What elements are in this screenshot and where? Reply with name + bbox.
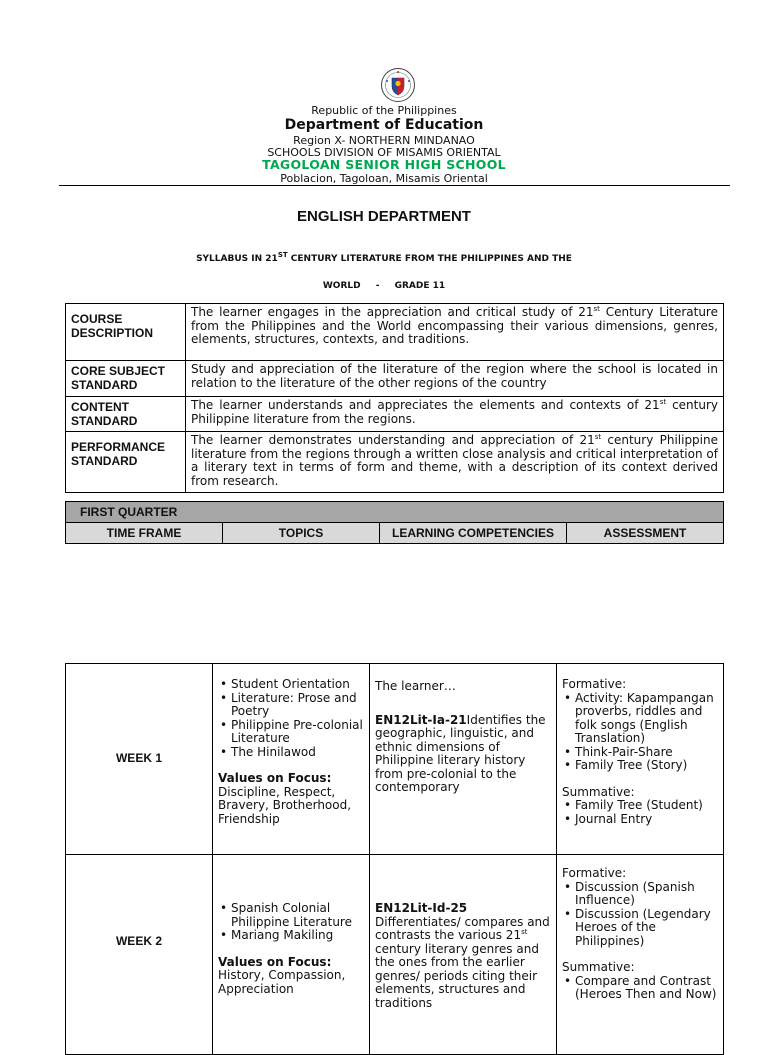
school-name: TAGOLOAN SENIOR HIGH SCHOOL xyxy=(262,157,506,172)
assessment-cell xyxy=(557,664,724,855)
content-standard-label: CONTENT STANDARD xyxy=(66,397,186,432)
summative-label: Summative: xyxy=(562,784,635,799)
list-item: • Think-Pair-Share xyxy=(575,746,718,760)
summative-list xyxy=(562,975,718,1002)
competency-intro: The learner… xyxy=(375,679,456,693)
list-item: • Compare and Contrast (Heroes Then and Now) xyxy=(575,975,718,1002)
course-description-label: COURSE DESCRIPTION xyxy=(66,304,186,361)
competency-text: EN12Lit-Id-25 Differentiates/ compares and contrasts the various 21st century literary genres and the ones from the earlier genres/ periods citing their elements, structures and traditions xyxy=(375,901,550,1010)
table-row xyxy=(66,432,724,493)
quarter-label: FIRST QUARTER xyxy=(66,502,724,523)
list-item: • Literature: Prose and Poetry xyxy=(231,692,364,719)
competency-code: EN12Lit-Id-25 xyxy=(375,901,468,915)
core-subject-standard-text: Study and appreciation of the literature of the region where the school is located in relation to the literature of the other regions of the country xyxy=(186,361,724,397)
content-standard-text: The learner understands and appreciates the elements and contexts of 21st century Philippine literature from the regions. xyxy=(186,397,724,432)
deped-seal-logo xyxy=(381,68,415,102)
first-quarter-header xyxy=(65,501,724,544)
column-header-learning-competencies: LEARNING COMPETENCIES xyxy=(380,523,567,544)
values-text: Discipline, Respect, Bravery, Brotherhood, Friendship xyxy=(218,784,352,826)
summative-list xyxy=(562,799,718,826)
performance-standard-label: PERFORMANCE STANDARD xyxy=(66,432,186,493)
formative-list xyxy=(562,692,718,773)
topics-cell xyxy=(213,855,370,1055)
republic-line: Republic of the Philippines xyxy=(311,104,457,117)
list-item: • The Hinilawod xyxy=(231,746,364,760)
week-label: WEEK 1 xyxy=(66,664,213,855)
table-row xyxy=(66,502,724,523)
competencies-cell xyxy=(370,855,557,1055)
column-header-assessment: ASSESSMENT xyxy=(567,523,724,544)
week-label: WEEK 2 xyxy=(66,855,213,1055)
performance-standard-text: The learner demonstrates understanding and appreciation of 21st century Philippine literature from the regions through a written close analysis and critical interpretation of a literary text in terms of form and theme, with a description of its context derived from research. xyxy=(186,432,724,493)
list-item: • Spanish Colonial Philippine Literature xyxy=(231,902,364,929)
topics-cell xyxy=(213,664,370,855)
table-row xyxy=(66,361,724,397)
table-row xyxy=(66,664,724,855)
assessment-cell xyxy=(557,855,724,1055)
weekly-plan-table xyxy=(65,663,724,1055)
summative-label: Summative: xyxy=(562,960,635,974)
topics-list xyxy=(218,902,364,943)
table-row xyxy=(66,304,724,361)
syllabus-title: SYLLABUS IN 21ST CENTURY LITERATURE FROM THE PHILIPPINES AND THE xyxy=(196,251,572,264)
values-label: Values on Focus: xyxy=(218,954,332,969)
course-description-text: The learner engages in the appreciation and critical study of 21st Century Literature from the Philippines and the World encompassing their various dimensions, genres, elements, structures, contexts, and traditions. xyxy=(186,304,724,361)
list-item: • Discussion (Legendary Heroes of the Philippines) xyxy=(575,908,718,949)
formative-label: Formative: xyxy=(562,866,627,880)
list-item: • Philippine Pre-colonial Literature xyxy=(231,719,364,746)
competency-text: EN12Lit-Ia-21Identifies the geographic, linguistic, and ethnic dimensions of Philippine literary history from pre-colonial to the contemporary xyxy=(375,712,546,794)
core-subject-standard-label: CORE SUBJECT STANDARD xyxy=(66,361,186,397)
list-item: • Activity: Kapampangan proverbs, riddles and folk songs (English Translation) xyxy=(575,692,718,746)
division-line: SCHOOLS DIVISION OF MISAMIS ORIENTAL xyxy=(267,146,501,159)
department-name: Department of Education xyxy=(284,117,484,133)
values-text: History, Compassion, Appreciation xyxy=(218,968,346,996)
list-item: • Family Tree (Story) xyxy=(575,759,718,773)
column-header-topics: TOPICS xyxy=(223,523,380,544)
page-title: ENGLISH DEPARTMENT xyxy=(297,208,471,225)
syllabus-subtitle: WORLD - GRADE 11 xyxy=(322,281,446,291)
list-item: • Journal Entry xyxy=(575,813,718,827)
list-item: • Mariang Makiling xyxy=(231,929,364,943)
values-label: Values on Focus: xyxy=(218,771,332,785)
list-item: • Discussion (Spanish Influence) xyxy=(575,881,718,908)
competencies-cell xyxy=(370,664,557,855)
list-item: • Student Orientation xyxy=(231,678,364,692)
header-divider xyxy=(59,185,730,186)
region-line: Region X- NORTHERN MINDANAO xyxy=(293,134,475,147)
formative-list xyxy=(562,881,718,949)
competency-code: EN12Lit-Ia-21 xyxy=(375,712,467,727)
standards-table xyxy=(65,303,724,493)
table-row xyxy=(66,523,724,544)
table-row xyxy=(66,397,724,432)
column-header-time-frame: TIME FRAME xyxy=(66,523,223,544)
table-row xyxy=(66,855,724,1055)
list-item: • Family Tree (Student) xyxy=(575,799,718,813)
school-address: Poblacion, Tagoloan, Misamis Oriental xyxy=(280,172,488,185)
formative-label: Formative: xyxy=(562,677,627,691)
topics-list xyxy=(218,678,364,759)
